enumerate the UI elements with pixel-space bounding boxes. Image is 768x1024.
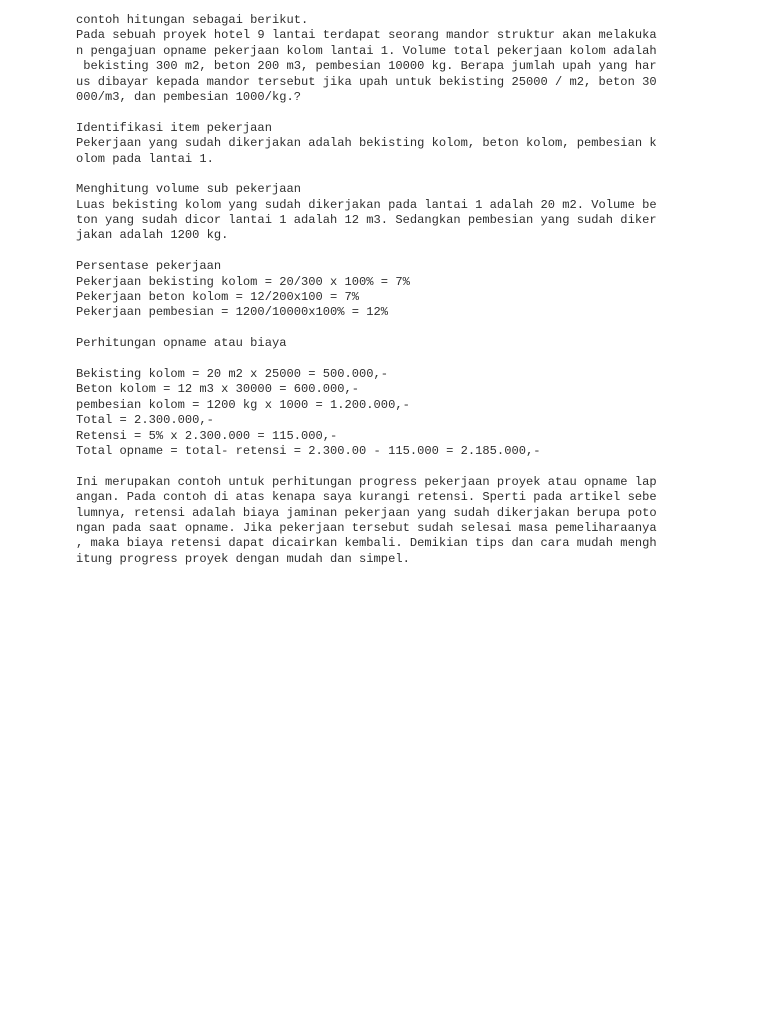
calculation-line: Beton kolom = 12 m3 x 30000 = 600.000,- <box>76 382 360 397</box>
text-line: olom pada lantai 1. <box>76 151 214 166</box>
section-heading: Menghitung volume sub pekerjaan <box>76 182 301 197</box>
calculation-line: Pekerjaan bekisting kolom = 20/300 x 100% = 7% <box>76 274 410 289</box>
text-line: contoh hitungan sebagai berikut. <box>76 13 309 27</box>
text-line: jakan adalah 1200 kg. <box>76 228 229 243</box>
blank-line <box>76 167 716 182</box>
blank-line <box>76 321 716 336</box>
text-line: ton yang sudah dicor lantai 1 adalah 12 m3. Sedangkan pembesian yang sudah diker <box>76 213 657 228</box>
text-line: angan. Pada contoh di atas kenapa saya kurangi retensi. Sperti pada artikel sebe <box>76 490 657 505</box>
calculation-line: Total opname = total- retensi = 2.300.00 - 115.000 = 2.185.000,- <box>76 443 541 458</box>
text-line: Pada sebuah proyek hotel 9 lantai terdapat seorang mandor struktur akan melakuka <box>76 28 657 43</box>
text-line: us dibayar kepada mandor tersebut jika upah untuk bekisting 25000 / m2, beton 30 <box>76 74 657 89</box>
calculation-line: Retensi = 5% x 2.300.000 = 115.000,- <box>76 428 338 443</box>
text-line: Luas bekisting kolom yang sudah dikerjakan pada lantai 1 adalah 20 m2. Volume be <box>76 197 657 212</box>
text-line: n pengajuan opname pekerjaan kolom lantai 1. Volume total pekerjaan kolom adalah <box>76 43 657 58</box>
text-line: ngan pada saat opname. Jika pekerjaan tersebut sudah selesai masa pemeliharaanya <box>76 520 657 535</box>
text-line: itung progress proyek dengan mudah dan simpel. <box>76 551 410 566</box>
text-line: Pekerjaan yang sudah dikerjakan adalah bekisting kolom, beton kolom, pembesian k <box>76 136 657 151</box>
text-line: Ini merupakan contoh untuk perhitungan progress pekerjaan proyek atau opname lap <box>76 474 657 489</box>
calculation-line: Total = 2.300.000,- <box>76 413 214 428</box>
text-line: , maka biaya retensi dapat dicairkan kembali. Demikian tips dan cara mudah mengh <box>76 536 657 551</box>
blank-line <box>76 244 716 259</box>
calculation-line: pembesian kolom = 1200 kg x 1000 = 1.200.000,- <box>76 397 410 412</box>
document-text <box>76 13 716 567</box>
blank-line <box>76 105 716 120</box>
calculation-line: Pekerjaan beton kolom = 12/200x100 = 7% <box>76 290 360 305</box>
section-heading: Perhitungan opname atau biaya <box>76 336 287 351</box>
text-line: bekisting 300 m2, beton 200 m3, pembesian 10000 kg. Berapa jumlah upah yang har <box>76 59 657 74</box>
section-heading: Persentase pekerjaan <box>76 259 222 274</box>
text-line: lumnya, retensi adalah biaya jaminan pekerjaan yang sudah dikerjakan berupa poto <box>76 505 657 520</box>
blank-line <box>76 459 716 474</box>
calculation-line: Bekisting kolom = 20 m2 x 25000 = 500.000,- <box>76 366 389 381</box>
calculation-line: Pekerjaan pembesian = 1200/10000x100% = 12% <box>76 305 389 320</box>
section-heading: Identifikasi item pekerjaan <box>76 120 272 135</box>
blank-line <box>76 352 716 367</box>
text-line: 000/m3, dan pembesian 1000/kg.? <box>76 89 301 104</box>
